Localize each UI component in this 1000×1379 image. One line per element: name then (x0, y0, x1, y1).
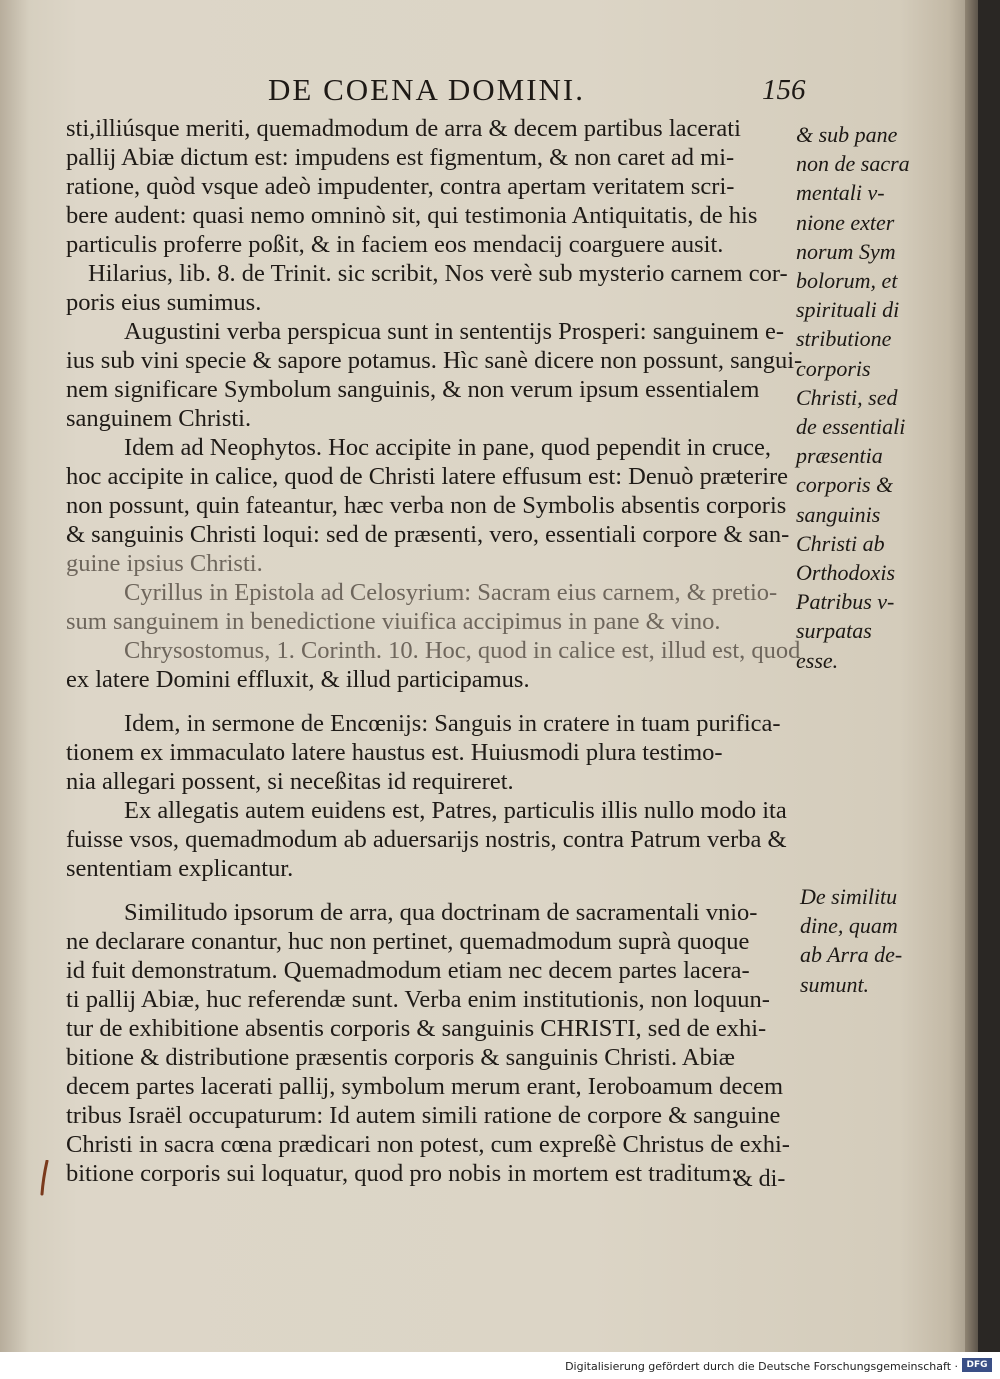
margin-line: spirituali di (796, 297, 900, 323)
text-line: ti pallij Abiæ, huc referendæ sunt. Verba enim institutionis, non loquun- (66, 986, 770, 1013)
margin-line: Patribus v- (796, 589, 895, 615)
margin-line: mentali v- (796, 180, 885, 206)
text-line: poris eius sumimus. (66, 289, 262, 316)
text-line: sententiam explicantur. (66, 855, 294, 882)
margin-line: de essentiali (796, 414, 906, 440)
page-edge-shadow (965, 0, 978, 1352)
text-line: ius sub vini specie & sapore potamus. Hìc sanè dicere non possunt, sangui- (66, 347, 803, 374)
margin-line: sumunt. (800, 971, 870, 997)
text-line: Hilarius, lib. 8. de Trinit. sic scribit, Nos verè sub mysterio carnem cor- (88, 260, 788, 287)
text-line: Idem ad Neophytos. Hoc accipite in pane, quod pependit in cruce, (124, 434, 771, 461)
margin-line: corporis (796, 355, 871, 381)
margin-line: Christi, sed (796, 384, 898, 410)
text-line: fuisse vsos, quemadmodum ab aduersarijs nostris, contra Patrum verba & (66, 826, 787, 853)
text-line: Idem, in sermone de Encœnijs: Sanguis in cratere in tuam purifica- (124, 710, 781, 737)
text-line: ratione, quòd vsque adeò impudenter, contra apertam veritatem scri- (66, 173, 735, 200)
text-line: decem partes lacerati pallij, symbolum merum erant, Ieroboamum decem (66, 1073, 784, 1100)
text-line: Chrysostomus, 1. Corinth. 10. Hoc, quod in calice est, illud est, quod (124, 637, 801, 664)
margin-note-similitude (800, 882, 960, 999)
running-title: DE COENA DOMINI. (268, 72, 586, 107)
margin-line: De similitu (800, 884, 898, 909)
margin-line: esse. (796, 647, 839, 673)
main-text-block (66, 114, 803, 1188)
text-line: sti,illiúsque meriti, quemadmodum de arra & decem partibus lacerati (66, 115, 741, 142)
funding-credit: Digitalisierung gefördert durch die Deutsche Forschungsgemeinschaft · (565, 1360, 958, 1373)
dfg-logo-icon[interactable]: DFG (962, 1358, 992, 1372)
text-line: ex latere Domini effluxit, & illud participamus. (66, 666, 530, 693)
catchword: & di- (734, 1166, 786, 1192)
text-line: hoc accipite in calice, quod de Christi latere effusum est: Denuò præterire (66, 463, 789, 490)
margin-line: norum Sym (796, 238, 896, 264)
text-line: sum sanguinem in benedictione viuifica accipimus in pane & vino. (66, 608, 721, 635)
text-line: tribus Israël occupaturum: Id autem simili ratione de corpore & sanguine (66, 1102, 781, 1129)
text-line: Christi in sacra cœna prædicari non potest, cum expreßè Christus de exhi- (66, 1131, 790, 1158)
text-line: Ex allegatis autem euidens est, Patres, particulis illis nullo modo ita (124, 797, 787, 824)
text-line: tionem ex immaculato latere haustus est. Huiusmodi plura testimo- (66, 739, 723, 766)
text-line: bitione corporis sui loquatur, quod pro nobis in mortem est traditum: (66, 1160, 739, 1187)
margin-line: præsentia (796, 443, 883, 469)
margin-line: Christi ab (796, 530, 885, 556)
text-line: Cyrillus in Epistola ad Celosyrium: Sacram eius carnem, & pretio- (124, 579, 778, 606)
margin-note-sacramental-union (796, 120, 964, 675)
margin-line: corporis & (796, 472, 894, 498)
text-line: & sanguinis Christi loqui: sed de præsenti, vero, essentiali corpore & san- (66, 521, 790, 548)
text-line: Similitudo ipsorum de arra, qua doctrinam de sacramentali vnio- (124, 899, 758, 926)
text-line: ne declarare conantur, huc non pertinet, quemadmodum suprà quoque (66, 928, 750, 955)
margin-line: ab Arra de- (800, 942, 903, 968)
text-line: bere audent: quasi nemo omninò sit, qui testimonia Antiquitatis, de his (66, 202, 758, 229)
margin-line: non de sacra (796, 151, 910, 177)
margin-line: nione exter (796, 209, 895, 235)
margin-line: & sub pane (796, 122, 898, 147)
text-line: Augustini verba perspicua sunt in sententijs Prosperi: sanguinem e- (124, 318, 785, 345)
margin-line: dine, quam (800, 913, 898, 939)
text-line: guine ipsius Christi. (66, 550, 263, 577)
margin-line: surpatas (796, 618, 872, 644)
page-header (0, 68, 978, 108)
text-line: nia allegari possent, si neceßitas id requireret. (66, 768, 514, 795)
margin-line: bolorum, et (796, 268, 898, 294)
text-line: bitione & distributione præsentis corporis & sanguinis Christi. Abiæ (66, 1044, 735, 1071)
text-line: particulis proferre poßit, & in faciem eos mendacij coarguere ausit. (66, 231, 724, 258)
text-line: pallij Abiæ dictum est: impudens est figmentum, & non caret ad mi- (66, 144, 735, 171)
margin-line: stributione (796, 326, 892, 352)
margin-line: Orthodoxis (796, 560, 895, 586)
text-line: id fuit demonstratum. Quemadmodum etiam nec decem partes lacera- (66, 957, 750, 984)
page-number: 156 (762, 74, 806, 106)
text-line: sanguinem Christi. (66, 405, 252, 432)
text-line: nem significare Symbolum sanguinis, & non verum ipsum essentialem (66, 376, 760, 403)
text-line: tur de exhibitione absentis corporis & sanguinis CHRISTI, sed de exhi- (66, 1015, 767, 1042)
margin-line: sanguinis (796, 501, 881, 527)
ink-mark-icon (40, 1160, 50, 1196)
text-line: non possunt, quin fateantur, hæc verba non de Symbolis absentis corporis (66, 492, 787, 519)
digitization-footer (0, 1352, 1000, 1379)
